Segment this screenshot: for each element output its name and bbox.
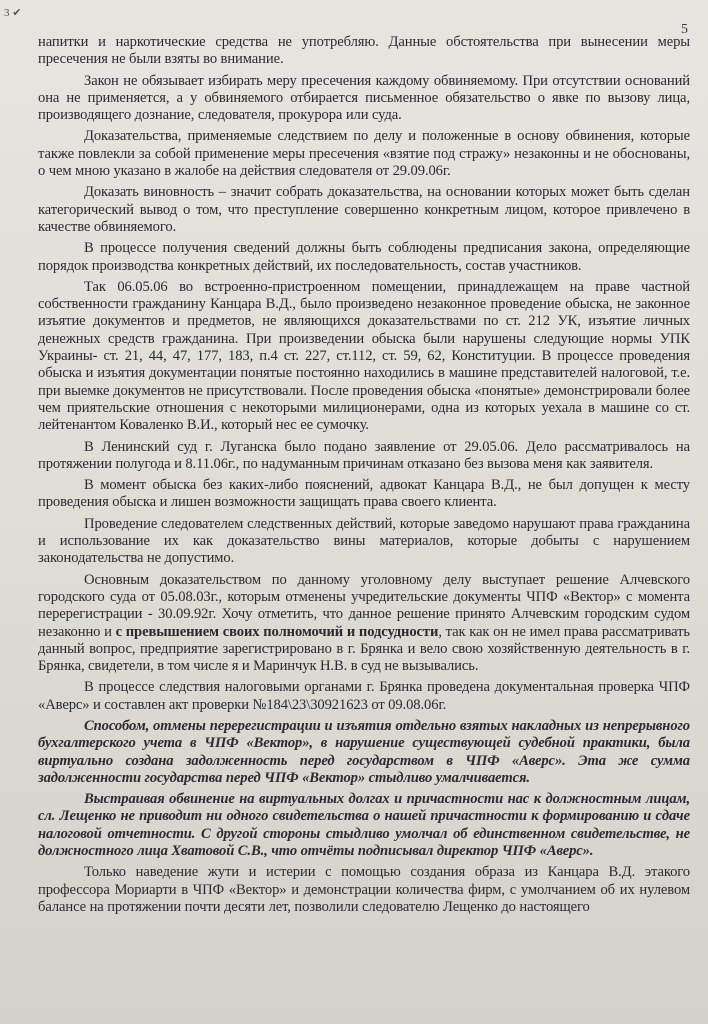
corner-mark: 3 ✔	[4, 7, 22, 19]
paragraph-emphasis: Выстраивая обвинение на виртуальных долгах и причастности нас к должностным лицам, сл. Лещенко не приводит ни одного свидетельства о нашей причастности к формированию и сдаче налоговой отчетности. С другой стороны стыдливо умолчал об единственном свидетельстве, не должностного лица Хватовой С.В., что отчёты подписывал директор ЧПФ «Аверс».	[38, 791, 690, 860]
paragraph: В Ленинский суд г. Луганска было подано заявление от 29.05.06. Дело рассматривалось на протяжении полугода и 8.11.06г., по надуманным причинам отказано без вызова меня как заявителя.	[38, 438, 690, 472]
paragraph: Доказательства, применяемые следствием по делу и положенные в основу обвинения, которые также повлекли за собой применение меры пресечения «взятие под стражу» незаконны и не обоснованы, о чем мною указано в жалобе на действия следователя от 29.09.06г.	[38, 128, 690, 180]
paragraph: Закон не обязывает избирать меру пресечения каждому обвиняемому. При отсутствии оснований она не применяется, а у обвиняемого отбирается письменное обязательство о явке по вызову лица, производящего дознание, следователя, прокурора или суда.	[38, 72, 690, 124]
paragraph: Так 06.05.06 во встроенно-пристроенном помещении, принадлежащем на праве частной собственности гражданину Канцара В.Д., было произведено незаконное проведение обыска, не законное изъятие документов и предметов, не являющихся доказательствами по ст. 212 УК, изъятие личных денежных средств гражданина. При произведении обыска были нарушены следующие нормы УПК Украины- ст. 21, 44, 47, 177, 183, п.4 ст. 227, ст.112, ст. 59, 62, Конституции. В процессе проведения обыска и изъятия документации понятые постоянно находились в машине представителей налоговой, т.е. при выемке документов не присутствовали. После проведения обыска «понятые» демонстрировали более чем приятельские отношения с некоторыми милиционерами, одна из которых уехала в машине со ст. лейтенантом Коваленко В.И., который нес ее сумочку.	[38, 278, 690, 434]
document-body	[38, 34, 690, 920]
paragraph: В момент обыска без каких-либо пояснений, адвокат Канцара В.Д., не был допущен к месту проведения обыска и лишен возможности защищать права своего клиента.	[38, 477, 690, 511]
paragraph: Доказать виновность – значит собрать доказательства, на основании которых может быть сделан категорический вывод о том, что преступление совершенно конкретным лицом, которое привлечено в качестве обвиняемого.	[38, 184, 690, 235]
paragraph: В процессе следствия налоговыми органами г. Брянка проведена документальная проверка ЧПФ «Аверс» и составлен акт проверки №184\23\30921623 от 09.08.06г.	[38, 679, 690, 713]
paragraph-emphasis: Способом, отмены перерегистрации и изъятия отдельно взятых накладных из непрерывного бухгалтерского учета в ЧПФ «Вектор», в нарушение существующей судебной практики, была виртуально создана задолженность перед государством в ЧПФ «Аверс». Эта же сумма задолженности государства перед ЧПФ «Вектор» стыдливо умалчивается.	[38, 717, 690, 786]
paragraph: Проведение следователем следственных действий, которые заведомо нарушают права гражданина и использование их как доказательство вины материалов, которые добыты с нарушением законодательства не допустимо.	[38, 515, 690, 567]
paragraph: напитки и наркотические средства не употребляю. Данные обстоятельства при вынесении меры пресечения не были взяты во внимание.	[38, 34, 690, 68]
paragraph: Только наведение жути и истерии с помощью создания образа из Канцара В.Д. этакого профессора Мориарти в ЧПФ «Вектор» и демонстрации количества фирм, с умолчанием об их нулевом балансе на протяжении почти десяти лет, позволили следователю Лещенко до настоящего	[38, 864, 690, 915]
page-number: 5	[681, 22, 688, 37]
paragraph: В процессе получения сведений должны быть соблюдены предписания закона, определяющие порядок производства конкретных действий, их последовательность, состав участников.	[38, 240, 690, 274]
paragraph: Основным доказательством по данному уголовному делу выступает решение Алчевского городского суда от 05.08.03г., которым отменены учредительские документы ЧПФ «Вектор» с момента перерегистрации - 30.09.92г. Хочу отметить, что данное решение принято Алчевским городским судом незаконно и с превышением своих полномочий и подсудности, так как он не имел права рассматривать данный вопрос, предприятие зарегистрировано в г. Брянка и вело свою хозяйственную деятельность в г. Брянка, свидетели, в том числе я и Маринчук Н.В. в суд не вызывались.	[38, 571, 690, 675]
